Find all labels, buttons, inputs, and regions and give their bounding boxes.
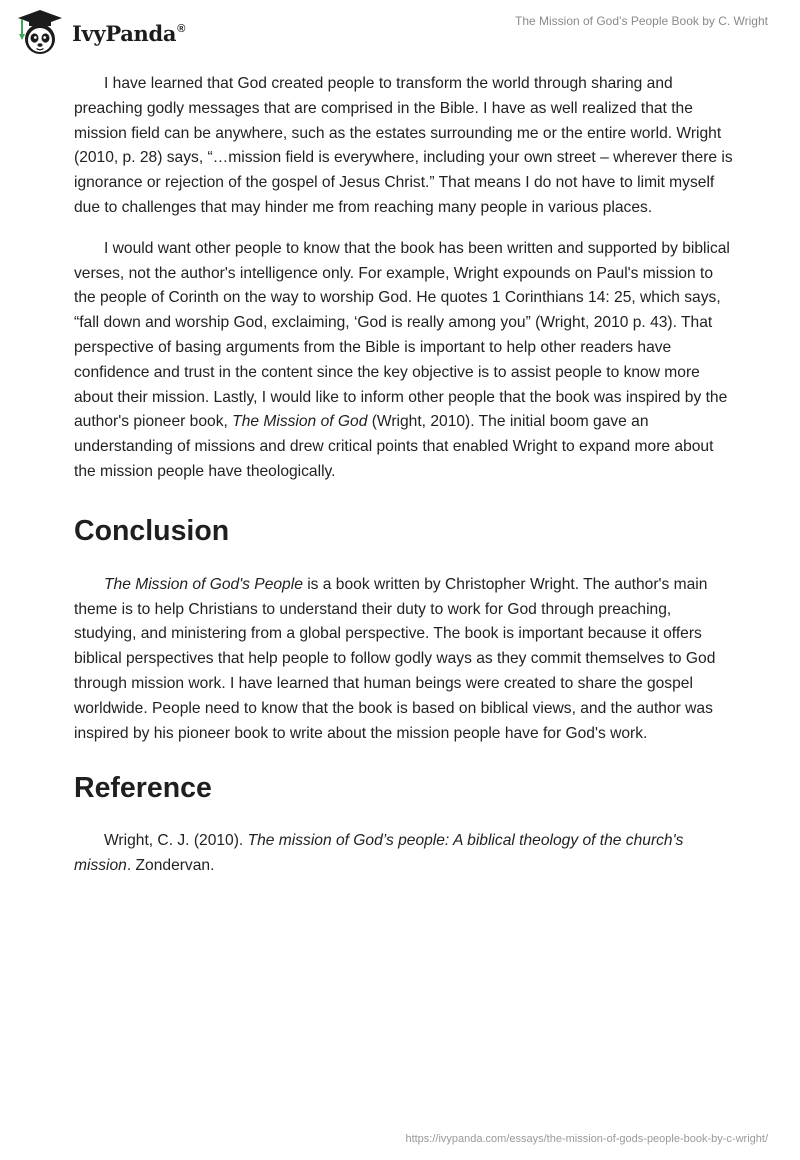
- document-title: The Mission of God’s People Book by C. Wright: [514, 14, 768, 28]
- logo-wordmark: [72, 21, 185, 46]
- page-header: [0, 0, 800, 70]
- reference-title: The mission of God’s people: A biblical theology of the church's mission: [74, 832, 684, 875]
- essay-content: [74, 72, 734, 879]
- conclusion-text: is a book written by Christopher Wright. The author's main theme is to help Christians to understand their duty to work for God through preaching, studying, and ministering from a global perspective. The book is important because it offers biblical perspectives that help people to follow godly ways as they commit themselves to God through mission work. I have learned that human beings were created to share the gospel worldwide. People need to know that the book is based on biblical views, and the author was inspired by his pioneer book to write about the mission people have for God's work.: [74, 575, 716, 742]
- reference-heading: Reference: [74, 772, 212, 805]
- ivypanda-logo[interactable]: [14, 8, 185, 56]
- reference-publisher: . Zondervan.: [126, 857, 215, 875]
- paragraph-2-text: I would want other people to know that the book has been written and supported by biblical verses, not the author's intelligence only. For example, Wright expounds on Paul's mission to the people of Corinth on the way to worship God. He quotes 1 Corinthians 14: 25, which says, “fall down and worship God, exclaiming, ‘God is really among you” (Wright, 2010 p. 43). That perspective of basing arguments from the Bible is important to help other readers have confidence and trust in the content since the key objective is to assist people to know more about their mission. Lastly, I would like to inform other people that the book was inspired by the author's pioneer book,: [74, 239, 730, 431]
- conclusion-paragraph: [74, 573, 734, 747]
- reference-author: Wright, C. J. (2010).: [104, 832, 248, 850]
- book-title-italic: The Mission of God: [232, 413, 368, 431]
- logo-text: IvyPanda: [72, 20, 177, 46]
- paragraph-2-text-continued: (Wright, 2010). The initial boom gave an understanding of missions and drew critical points that enabled Wright to expand more about the mission people have theologically.: [74, 413, 714, 480]
- registered-mark: ®: [177, 22, 186, 35]
- body-paragraph-1: I have learned that God created people to transform the world through sharing and preaching godly messages that are comprised in the Bible. I have as well realized that the mission field can be anywhere, such as the estates surrounding me or the entire world. Wright (2010, p. 28) says, “…mission field is everywhere, including your own street – wherever there is ignorance or rejection of the gospel of Jesus Christ.” That means I do not have to limit myself due to challenges that may hinder me from reaching many people in various places.: [74, 75, 733, 216]
- reference-entry: [74, 829, 734, 879]
- body-paragraph-2: [74, 237, 734, 485]
- conclusion-book-title: The Mission of God's People: [104, 575, 303, 593]
- panda-logo-icon: [14, 8, 66, 56]
- conclusion-heading: Conclusion: [74, 514, 230, 547]
- source-url[interactable]: https://ivypanda.com/essays/the-mission-of-gods-people-book-by-c-wright/: [405, 1133, 768, 1145]
